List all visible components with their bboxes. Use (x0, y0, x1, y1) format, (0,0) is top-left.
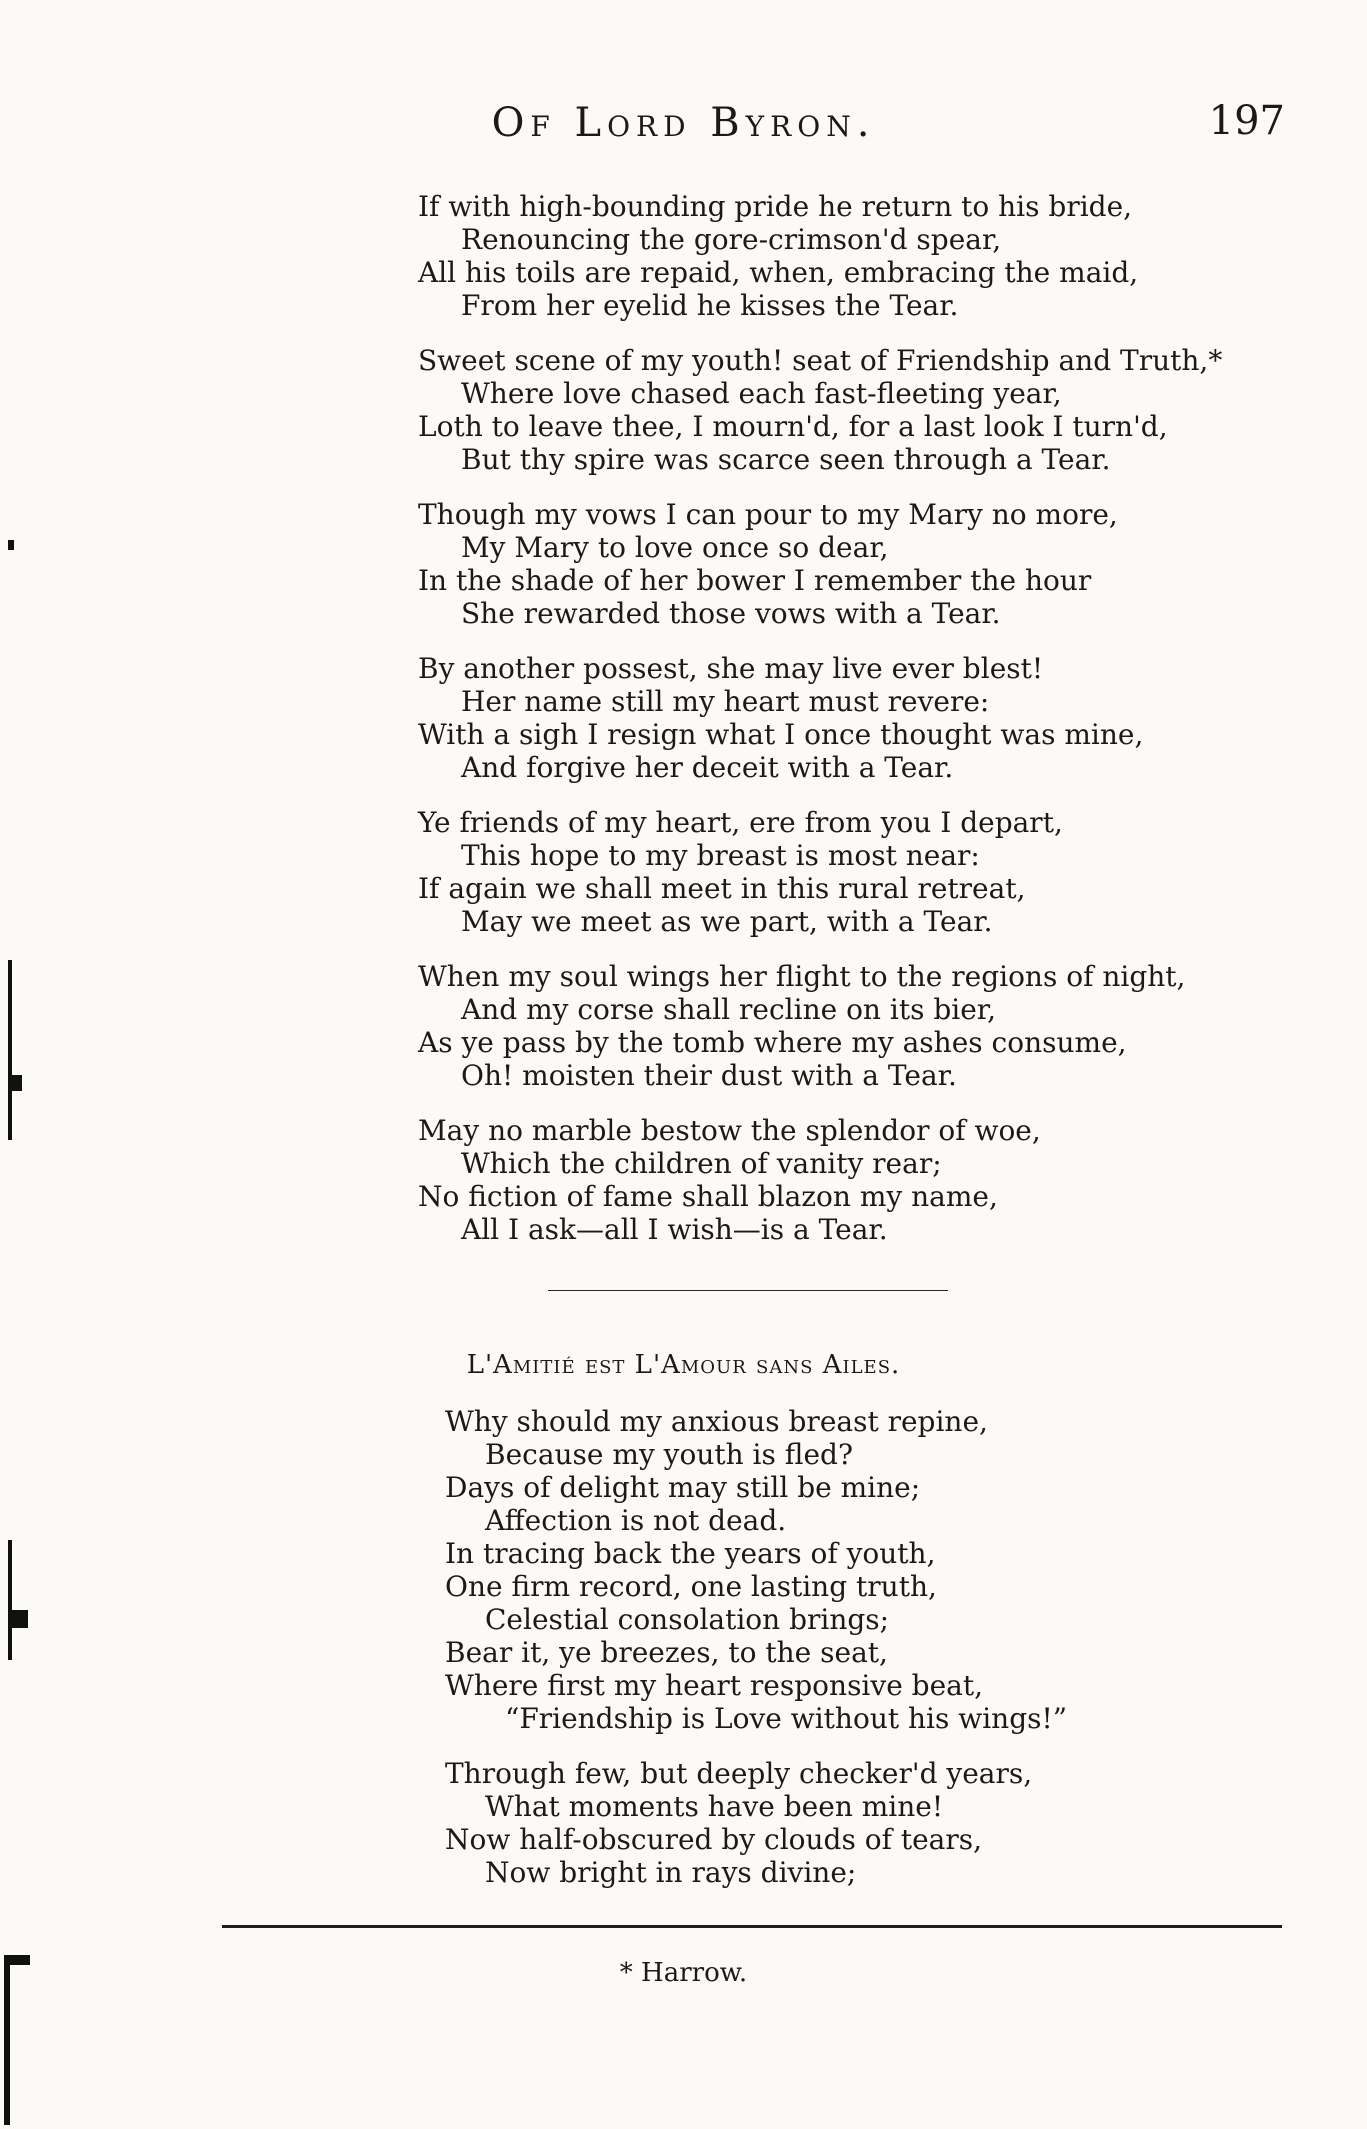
verse-line: Through few, but deeply checker'd years, (445, 1757, 1033, 1790)
scan-artifact (8, 1075, 22, 1091)
verse-line: Her name still my heart must revere: (461, 685, 990, 718)
verse-line: As ye pass by the tomb where my ashes consume, (418, 1026, 1127, 1059)
verse-line: Where first my heart responsive beat, (445, 1669, 984, 1702)
scan-artifact (8, 1610, 28, 1628)
verse-line: Which the children of vanity rear; (461, 1147, 942, 1180)
verse-line: Days of delight may still be mine; (445, 1471, 921, 1504)
verse-line: Because my youth is fled? (485, 1438, 853, 1471)
verse-line: Renouncing the gore-crimson'd spear, (461, 223, 1002, 256)
verse-line: In tracing back the years of youth, (445, 1537, 936, 1570)
verse-line: All I ask—all I wish—is a Tear. (461, 1213, 888, 1246)
verse-line: If with high-bounding pride he return to his bride, (418, 190, 1133, 223)
verse-line: May no marble bestow the splendor of woe, (418, 1114, 1041, 1147)
verse-line: What moments have been mine! (485, 1790, 944, 1823)
stanza (418, 960, 1278, 1092)
stanza (418, 806, 1278, 938)
verse-line: Now bright in rays divine; (485, 1856, 857, 1889)
verse-line: May we meet as we part, with a Tear. (461, 905, 993, 938)
footnote-rule (222, 1925, 1282, 1928)
section-divider (548, 1290, 948, 1291)
stanza (445, 1405, 1245, 1735)
scan-artifact (8, 540, 14, 550)
verse-line: Why should my anxious breast repine, (445, 1405, 988, 1438)
verse-line: Where love chased each fast-fleeting year, (461, 377, 1062, 410)
verse-line: Now half-obscured by clouds of tears, (445, 1823, 983, 1856)
verse-line: With a sigh I resign what I once thought was mine, (418, 718, 1144, 751)
poem-lamitie (445, 1405, 1245, 1911)
verse-line: Oh! moisten their dust with a Tear. (461, 1059, 957, 1092)
stanza (418, 498, 1278, 630)
stanza (418, 190, 1278, 322)
scan-artifact (4, 1955, 10, 2125)
running-title: Of Lord Byron. (491, 100, 876, 146)
verse-line: “Friendship is Love without his wings!” (505, 1702, 1068, 1735)
stanza (418, 1114, 1278, 1246)
verse-line: My Mary to love once so dear, (461, 531, 889, 564)
verse-line: No fiction of fame shall blazon my name, (418, 1180, 998, 1213)
verse-line: And my corse shall recline on its bier, (461, 993, 996, 1026)
verse-line: One firm record, one lasting truth, (445, 1570, 937, 1603)
verse-line: By another possest, she may live ever blest! (418, 652, 1044, 685)
verse-line: Loth to leave thee, I mourn'd, for a last look I turn'd, (418, 410, 1168, 443)
verse-line: Affection is not dead. (485, 1504, 787, 1537)
poem-the-tear (418, 190, 1278, 1268)
verse-line: She rewarded those vows with a Tear. (461, 597, 1001, 630)
scan-artifact (8, 1540, 12, 1660)
stanza (445, 1757, 1245, 1889)
verse-line: And forgive her deceit with a Tear. (461, 751, 954, 784)
verse-line: When my soul wings her flight to the regions of night, (418, 960, 1186, 993)
stanza (418, 344, 1278, 476)
verse-line: In the shade of her bower I remember the hour (418, 564, 1092, 597)
scan-artifact (8, 960, 12, 1140)
verse-line: If again we shall meet in this rural retreat, (418, 872, 1026, 905)
scan-artifact (4, 1955, 30, 1965)
footnote: * Harrow. (619, 1958, 748, 1988)
verse-line: Celestial consolation brings; (485, 1603, 890, 1636)
page-number: 197 (1208, 98, 1285, 144)
verse-line: From her eyelid he kisses the Tear. (461, 289, 959, 322)
verse-line: Ye friends of my heart, ere from you I depart, (418, 806, 1063, 839)
poem-title: L'Amitié est L'Amour sans Ailes. (466, 1350, 901, 1380)
stanza (418, 652, 1278, 784)
verse-line: Bear it, ye breezes, to the seat, (445, 1636, 888, 1669)
verse-line: All his toils are repaid, when, embracing the maid, (418, 256, 1139, 289)
verse-line: Sweet scene of my youth! seat of Friendship and Truth,* (418, 344, 1223, 377)
verse-line: Though my vows I can pour to my Mary no more, (418, 498, 1118, 531)
verse-line: But thy spire was scarce seen through a Tear. (461, 443, 1111, 476)
verse-line: This hope to my breast is most near: (461, 839, 980, 872)
